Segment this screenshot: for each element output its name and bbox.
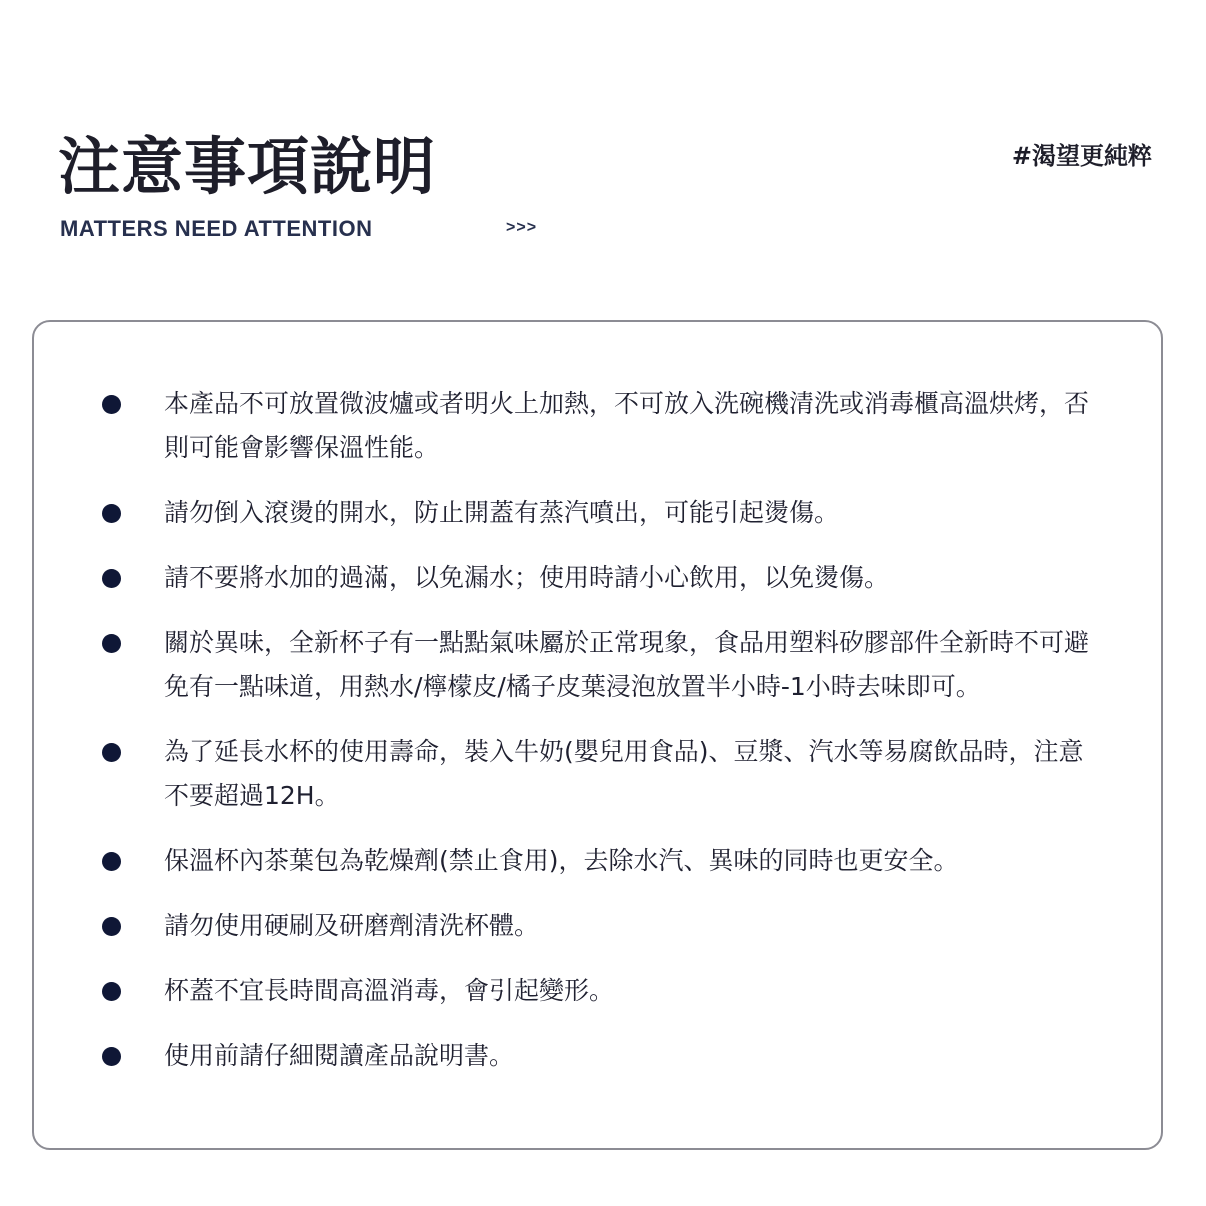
notice-item: [34, 969, 1161, 1013]
bullet-icon: [102, 917, 121, 936]
notice-text: 請不要將水加的過滿，以免漏水；使用時請小心飲用，以免燙傷。: [164, 563, 890, 592]
bullet-icon: [102, 982, 121, 1001]
bullet-icon: [102, 852, 121, 871]
notice-text: 請勿倒入滾燙的開水，防止開蓋有蒸汽噴出，可能引起燙傷。: [164, 498, 840, 527]
notice-item: [34, 904, 1161, 948]
bullet-icon: [102, 395, 121, 414]
notice-box: [32, 320, 1163, 1150]
page-subtitle: MATTERS NEED ATTENTION: [60, 216, 373, 241]
notice-item: [34, 730, 1161, 818]
notice-item: [34, 491, 1161, 535]
page-title: 注意事項說明: [58, 130, 437, 203]
bullet-icon: [102, 1047, 121, 1066]
bullet-icon: [102, 504, 121, 523]
notice-item: [34, 621, 1161, 709]
notice-item: [34, 382, 1161, 470]
bullet-icon: [102, 743, 121, 762]
notice-item: [34, 1034, 1161, 1078]
notice-text: 本產品不可放置微波爐或者明火上加熱，不可放入洗碗機清洗或消毒櫃高溫烘烤，否則可能會影響保溫性能。: [164, 389, 1090, 462]
notice-item: [34, 839, 1161, 883]
notice-list: [34, 382, 1161, 1099]
notice-text: 使用前請仔細閱讀產品說明書。: [164, 1041, 515, 1070]
hashtag-label: #渴望更純粹: [1011, 142, 1152, 170]
notice-text: 請勿使用硬刷及研磨劑清洗杯體。: [164, 911, 540, 940]
arrows-indicator: >>>: [506, 219, 538, 236]
notice-text: 關於異味，全新杯子有一點點氣味屬於正常現象，食品用塑料矽膠部件全新時不可避免有一點味道，用熱水/檸檬皮/橘子皮葉浸泡放置半小時-1小時去味即可。: [164, 628, 1090, 701]
notice-text: 保溫杯內茶葉包為乾燥劑(禁止食用)，去除水汽、異味的同時也更安全。: [164, 846, 959, 875]
notice-item: [34, 556, 1161, 600]
notice-text: 杯蓋不宜長時間高溫消毒，會引起變形。: [164, 976, 615, 1005]
bullet-icon: [102, 569, 121, 588]
notice-text: 為了延長水杯的使用壽命，裝入牛奶(嬰兒用食品)、豆漿、汽水等易腐飲品時，注意不要超過12H。: [164, 737, 1084, 810]
bullet-icon: [102, 634, 121, 653]
